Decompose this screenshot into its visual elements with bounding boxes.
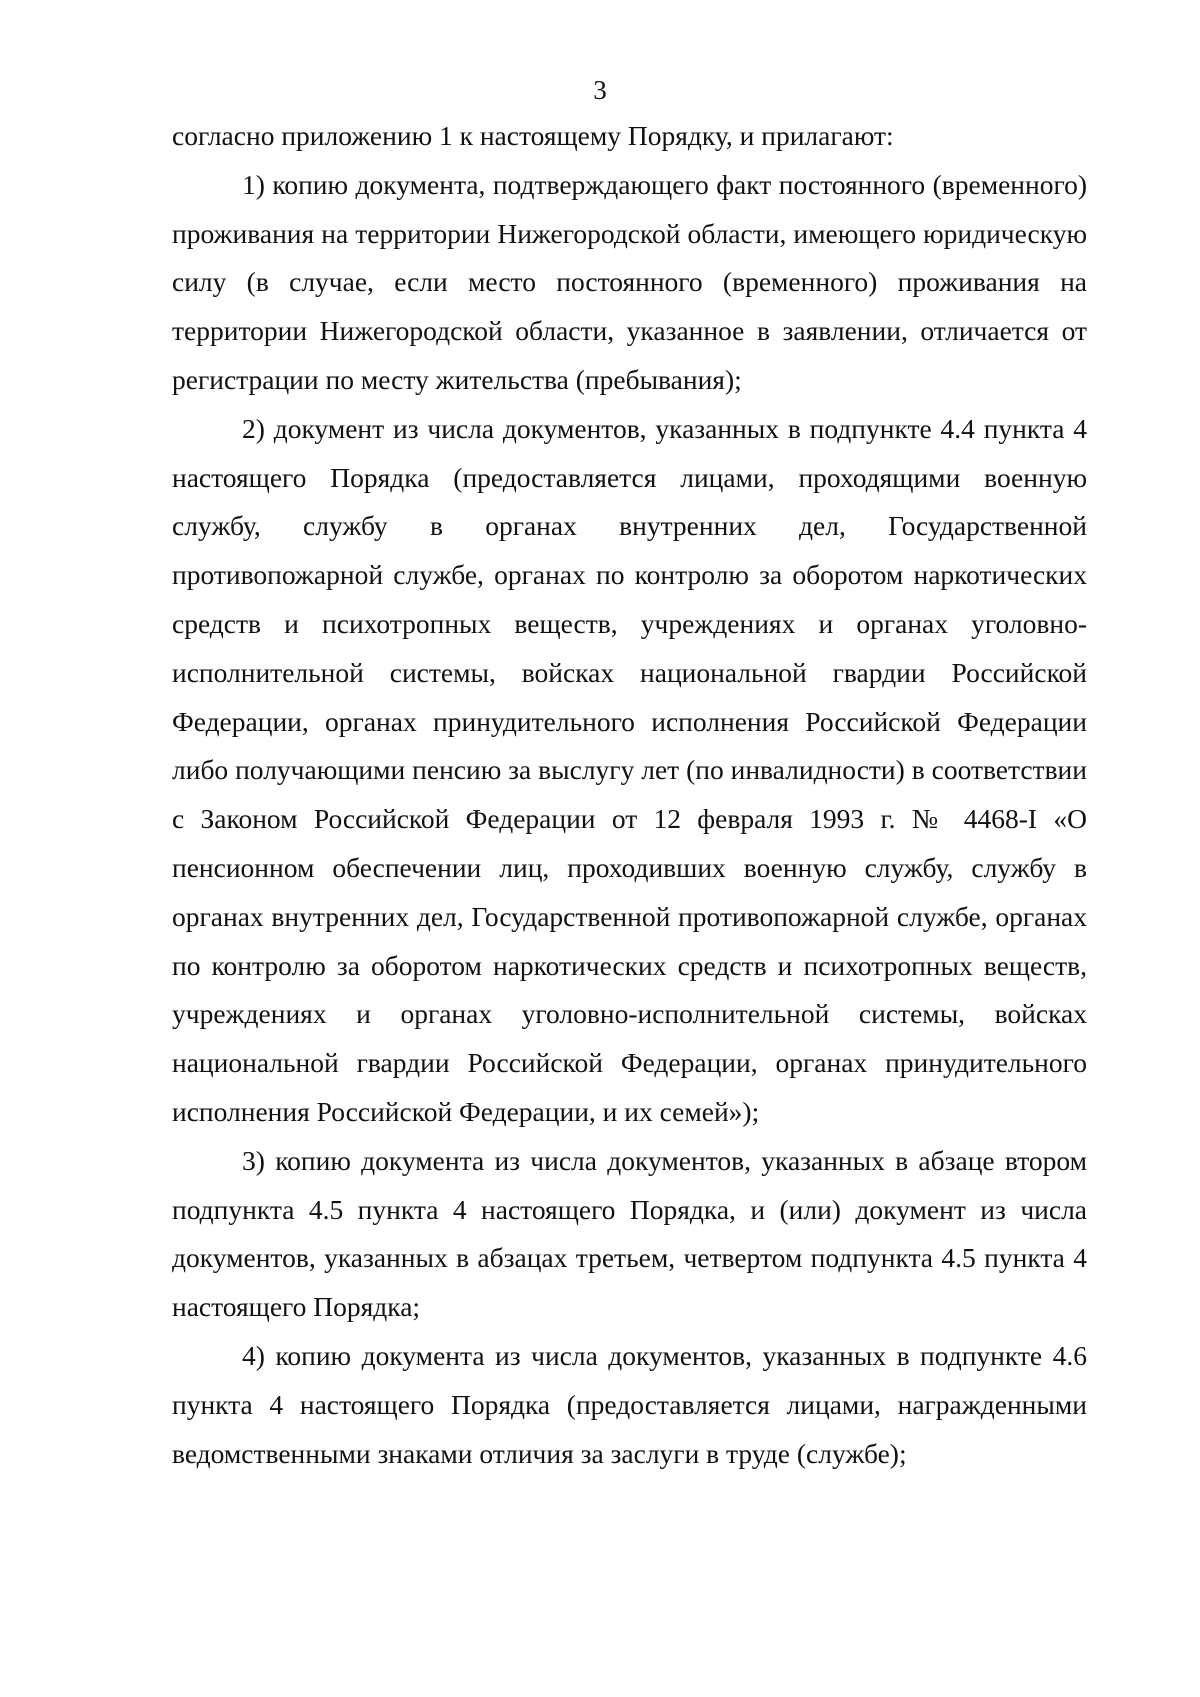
- paragraph-item-3: 3) копию документа из числа документов, указанных в абзаце втором подпункта 4.5 пункта 4 настоящего Порядка, и (или) документ из числа документов, указанных в абзацах третьем, четвертом подпункта 4.5 пункта 4 настоящего Порядка;: [172, 1144, 1087, 1323]
- document-body: [172, 112, 1087, 1478]
- paragraph-intro: согласно приложению 1 к настоящему Порядку, и прилагают:: [172, 120, 894, 151]
- paragraph-item-2: 2) документ из числа документов, указанных в подпункте 4.4 пункта 4 настоящего Порядка (предоставляется лицами, проходящими военную службу, службу в органах внутренних дел, Государственной противопожарной службе, органах по контролю за оборотом наркотических средств и психотропных веществ, учреждениях и органах уголовно-исполнительной системы, войсках национальной гвардии Российской Федерации, органах принудительного исполнения Российской Федерации либо получающими пенсию за выслугу лет (по инвалидности) в соответствии с Законом Российской Федерации от 12 февраля 1993 г. № 4468-I «О пенсионном обеспечении лиц, проходивших военную службу, службу в органах внутренних дел, Государственной противопожарной службе, органах по контролю за оборотом наркотических средств и психотропных веществ, учреждениях и органах уголовно-исполнительной системы, войсках национальной гвардии Российской Федерации, органах принудительного исполнения Российской Федерации, и их семей»);: [172, 412, 1087, 1127]
- paragraph-item-1: 1) копию документа, подтверждающего факт постоянного (временного) проживания на территории Нижегородской области, имеющего юридическую силу (в случае, если место постоянного (временного) проживания на территории Нижегородской области, указанное в заявлении, отличается от регистрации по месту жительства (пребывания);: [172, 168, 1087, 395]
- page-number: 3: [593, 75, 607, 105]
- paragraph-item-4: 4) копию документа из числа документов, указанных в подпункте 4.6 пункта 4 настоящего Порядка (предоставляется лицами, награжденными ведомственными знаками отличия за заслуги в труде (службе);: [172, 1339, 1087, 1469]
